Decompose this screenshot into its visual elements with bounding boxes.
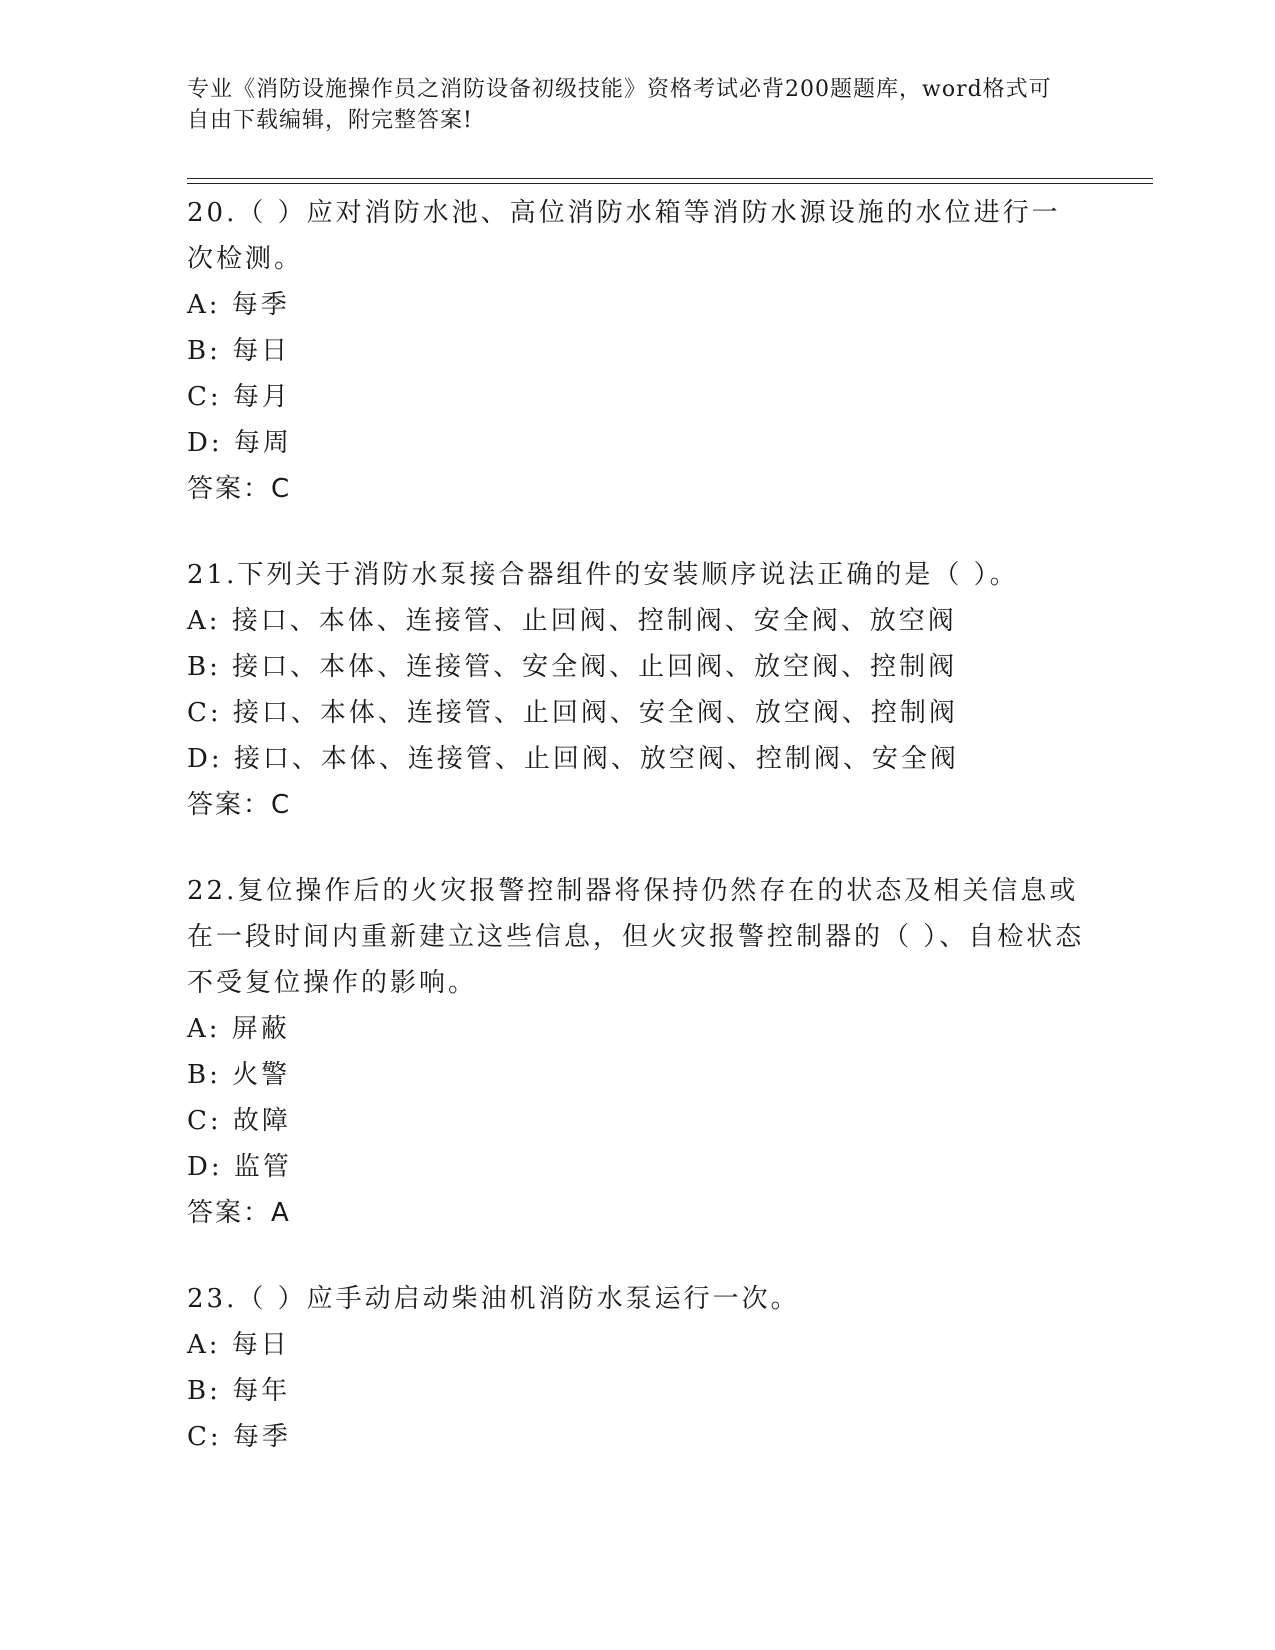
- option-a: A: 每日: [187, 1330, 290, 1360]
- option-c: C: 每月: [187, 382, 291, 412]
- option-a: A: 屏蔽: [187, 1014, 290, 1044]
- document-header: 专业《消防设施操作员之消防设备初级技能》资格考试必背200题题库，word格式可自由下载编辑，附完整答案!: [187, 77, 1052, 133]
- option-c: C: 每季: [187, 1422, 291, 1452]
- question-23: [187, 1276, 1087, 1460]
- option-b: B: 火警: [187, 1060, 291, 1090]
- answer-line: 答案：C: [187, 790, 292, 820]
- question-stem: 23.（ ）应手动启动柴油机消防水泵运行一次。: [187, 1284, 800, 1314]
- option-a: A: 接口、本体、连接管、止回阀、控制阀、安全阀、放空阀: [187, 606, 957, 636]
- answer-line: 答案：C: [187, 474, 292, 504]
- question-list: [187, 190, 1087, 1500]
- question-stem: 20.（ ）应对消防水池、高位消防水箱等消防水源设施的水位进行一次检测。: [187, 198, 1061, 274]
- option-d: D: 监管: [187, 1152, 292, 1182]
- option-a: A: 每季: [187, 290, 290, 320]
- option-b: B: 每年: [187, 1376, 291, 1406]
- header-divider-bottom: [187, 183, 1153, 184]
- option-d: D: 接口、本体、连接管、止回阀、放空阀、控制阀、安全阀: [187, 744, 959, 774]
- question-20: [187, 190, 1087, 512]
- answer-line: 答案：A: [187, 1198, 291, 1228]
- question-22: [187, 868, 1087, 1236]
- question-stem: 21.下列关于消防水泵接合器组件的安装顺序说法正确的是（ ）。: [187, 560, 1019, 590]
- option-c: C: 接口、本体、连接管、止回阀、安全阀、放空阀、控制阀: [187, 698, 958, 728]
- header-divider-top: [187, 178, 1153, 179]
- option-d: D: 每周: [187, 428, 292, 458]
- option-c: C: 故障: [187, 1106, 291, 1136]
- option-b: B: 每日: [187, 336, 291, 366]
- question-21: [187, 552, 1087, 828]
- option-b: B: 接口、本体、连接管、安全阀、止回阀、放空阀、控制阀: [187, 652, 958, 682]
- question-stem: 22.复位操作后的火灾报警控制器将保持仍然存在的状态及相关信息或在一段时间内重新建立这些信息，但火灾报警控制器的（ ）、自检状态不受复位操作的影响。: [187, 876, 1085, 998]
